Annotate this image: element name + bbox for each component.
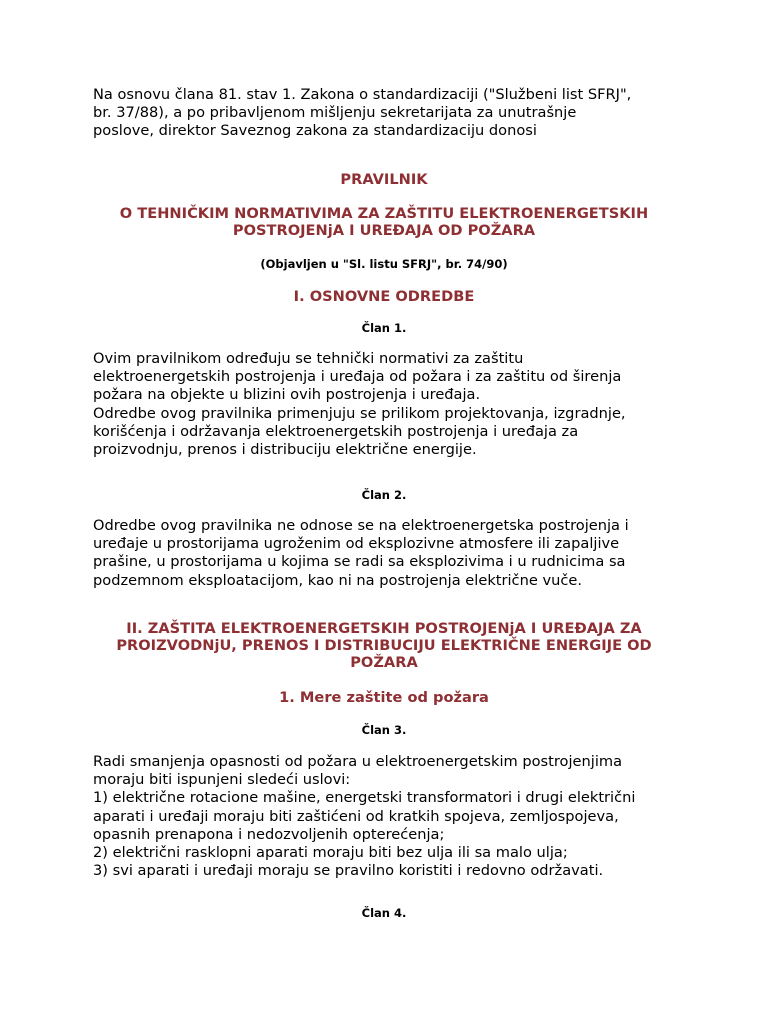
section-heading-2: II. ZAŠTITA ELEKTROENERGETSKIH POSTROJENjA I UREĐAJA ZA PROIZVODNjU, PRENOS I DISTRIBUCIJU ELEKTRIČNE ENERGIJE OD POŽARA: [116, 620, 652, 671]
document-title: PRAVILNIK: [340, 171, 428, 188]
article-2-text: Odredbe ovog pravilnika ne odnose se na elektroenergetska postrojenja i uređaje u prostorijama ugroženim od eksplozivne atmosfere ili zapaljive prašine, u prostorijama u kojima se radi sa eksplozivima i u rudnicima sa podzemnom eksploatacijom, kao ni na postrojenja električne vuče.: [93, 517, 629, 589]
article-2-label: Član 2.: [361, 488, 407, 502]
article-3-text: Radi smanjenja opasnosti od požara u elektroenergetskim postrojenjima moraju biti ispunjeni sledeći uslovi: 1) električne rotacione mašine, energetski transformatori i drugi električni aparati i uređaji moraju biti zaštićeni od kratkih spojeva, zemljospojeva, opasnih prenapona i nedozvoljenih opterećenja; 2) električni rasklopni aparati moraju biti bez ulja ili sa malo ulja; 3) svi aparati i uređaji moraju se pravilno koristiti i redovno održavati.: [93, 753, 636, 880]
publication-note: (Objavljen u "Sl. listu SFRJ", br. 74/90): [260, 257, 508, 271]
article-4-label: Član 4.: [361, 906, 407, 920]
subsection-heading-1: 1. Mere zaštite od požara: [279, 689, 489, 706]
article-1-text: Ovim pravilnikom određuju se tehnički normativi za zaštitu elektroenergetskih postrojenja i uređaja od požara i za zaštitu od širenja požara na objekte u blizini ovih postrojenja i uređaja. Odredbe ovog pravilnika primenjuju se prilikom projektovanja, izgradnje, korišćenja i održavanja elektroenergetskih postrojenja i uređaja za proizvodnju, prenos i distribuciju električne energije.: [93, 350, 626, 459]
article-3-label: Član 3.: [361, 723, 407, 737]
document-subtitle: O TEHNIČKIM NORMATIVIMA ZA ZAŠTITU ELEKTROENERGETSKIH POSTROJENjA I UREĐAJA OD POŽARA: [119, 205, 649, 239]
intro-paragraph: Na osnovu člana 81. stav 1. Zakona o standardizaciji ("Službeni list SFRJ", br. 37/88), a po pribavljenom mišljenju sekretarijata za unutrašnje poslove, direktor Saveznog zakona za standardizaciju donosi: [93, 86, 632, 140]
article-1-label: Član 1.: [361, 321, 407, 335]
section-heading-1: I. OSNOVNE ODREDBE: [293, 288, 475, 305]
